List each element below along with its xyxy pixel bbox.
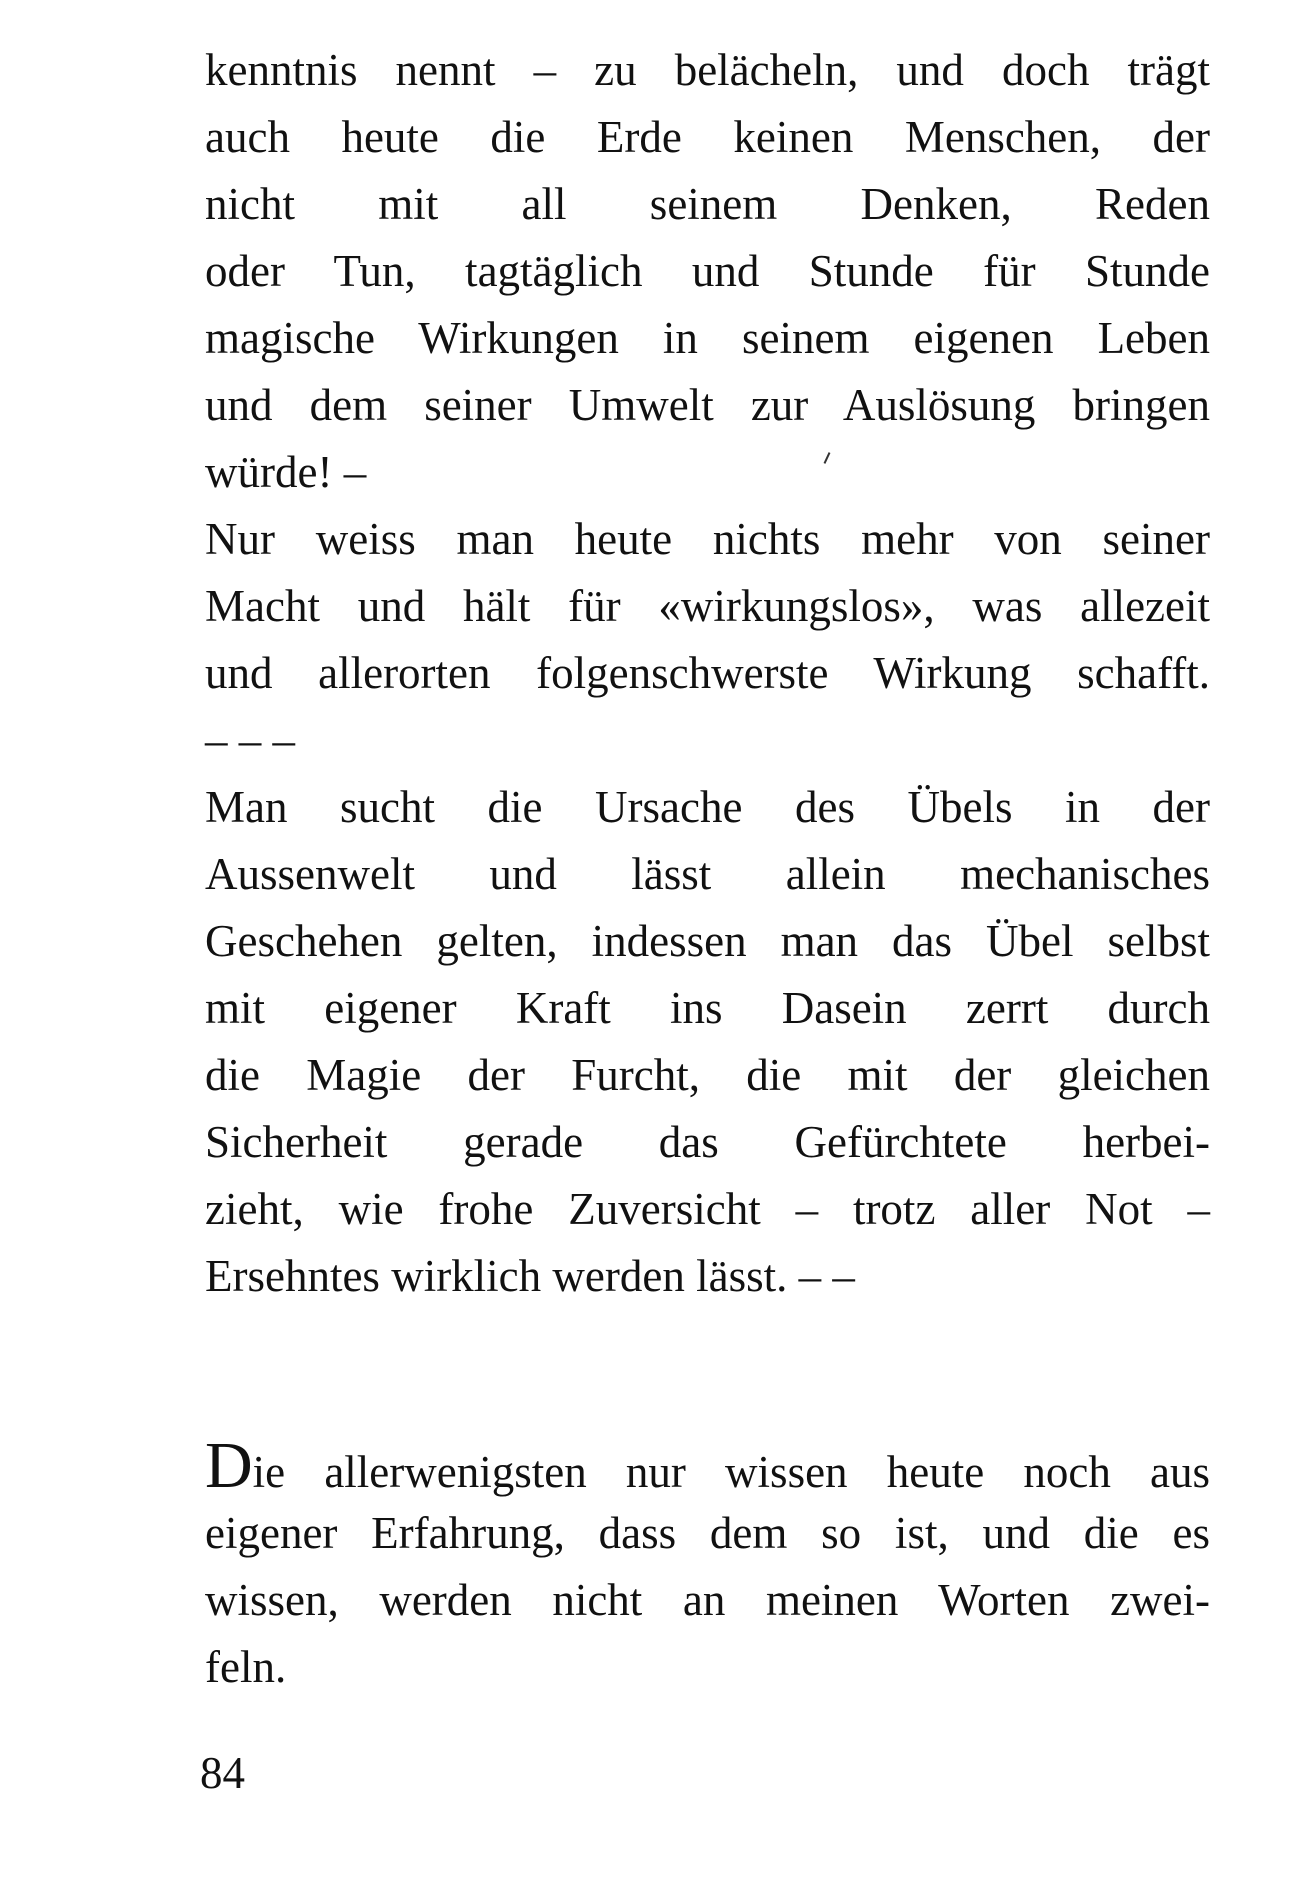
text-line: Sicherheit gerade das Gefürchtete herbei- [205,1117,1210,1167]
text-line: nicht mit all seinem Denken, Reden [205,179,1210,229]
text-line: feln. [205,1642,287,1692]
text-line: Nur weiss man heute nichts mehr von seiner [205,514,1210,564]
text-line: und dem seiner Umwelt zur Auslösung bringen [205,380,1210,430]
text-line-rest: ie allerwenigsten nur wissen heute noch aus [252,1447,1210,1497]
text-line: zieht, wie frohe Zuversicht – trotz aller Not – [205,1184,1210,1234]
text-line: kenntnis nennt – zu belächeln, und doch trägt [205,45,1210,95]
section-separator: – – – [205,715,295,765]
text-line: Man sucht die Ursache des Übels in der [205,782,1210,832]
text-line: Ersehntes wirklich werden lässt. – – [205,1251,855,1301]
text-line: und allerorten folgenschwerste Wirkung schafft. [205,648,1210,698]
text-line: auch heute die Erde keinen Menschen, der [205,112,1210,162]
text-line-dropcap [205,1429,1210,1502]
text-line: Macht und hält für «wirkungslos», was allezeit [205,581,1210,631]
text-line: eigener Erfahrung, dass dem so ist, und die es [205,1508,1210,1558]
text-line: wissen, werden nicht an meinen Worten zwei- [205,1575,1210,1625]
drop-cap: D [205,1429,253,1502]
text-line: magische Wirkungen in seinem eigenen Leben [205,313,1210,363]
text-line: mit eigener Kraft ins Dasein zerrt durch [205,983,1210,1033]
text-line: Geschehen gelten, indessen man das Übel selbst [205,916,1210,966]
text-line: die Magie der Furcht, die mit der gleichen [205,1050,1210,1100]
text-line: würde! – [205,447,367,497]
text-line: Aussenwelt und lässt allein mechanisches [205,849,1210,899]
page-number: 84 [200,1748,245,1798]
text-line: oder Tun, tagtäglich und Stunde für Stunde [205,246,1210,296]
